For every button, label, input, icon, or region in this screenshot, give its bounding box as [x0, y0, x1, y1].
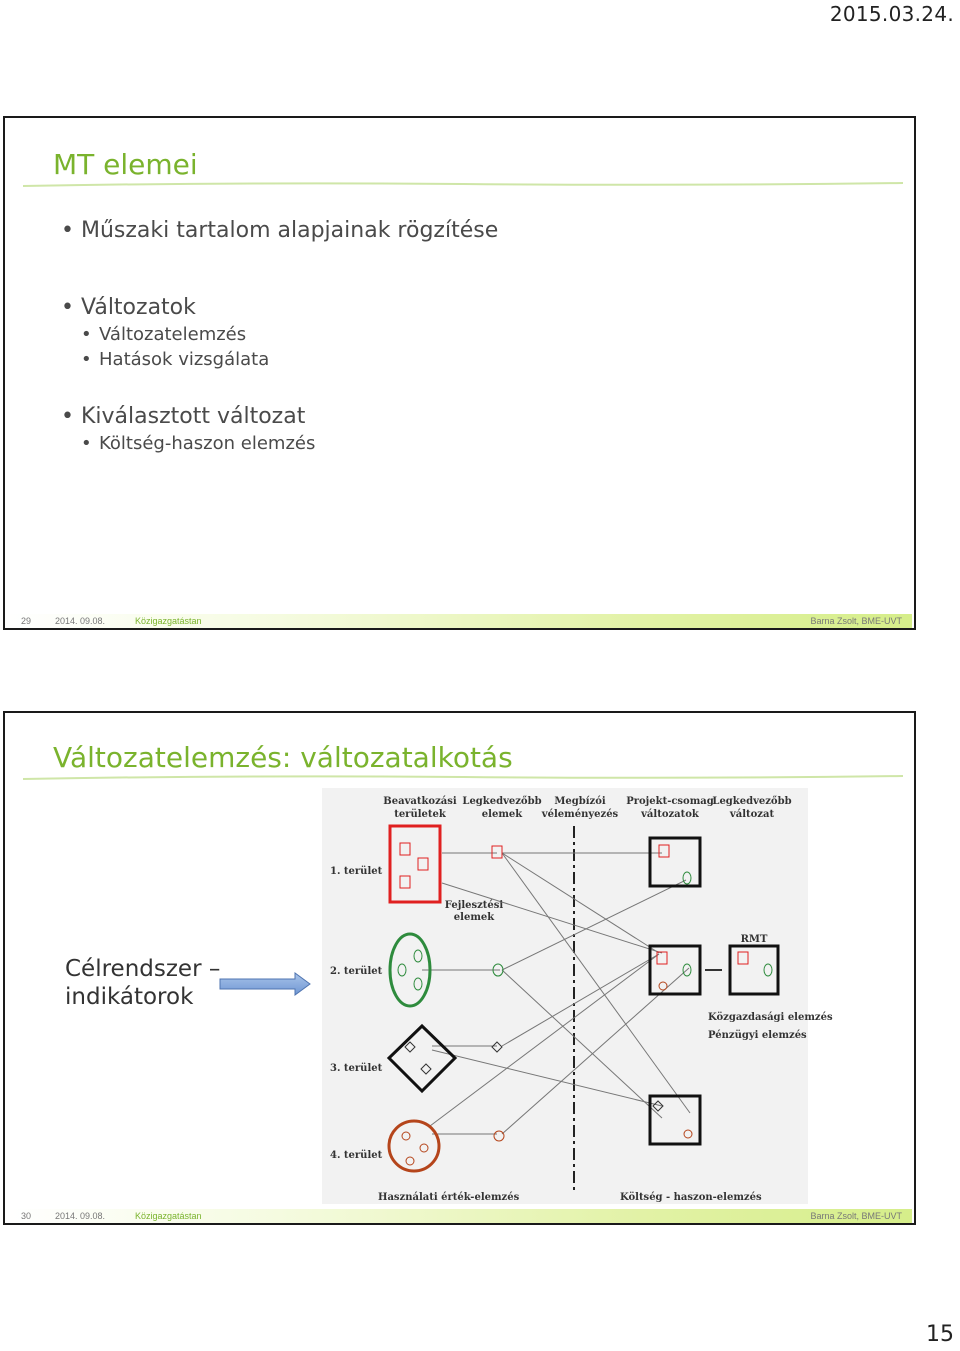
bullet-item: • Műszaki tartalom alapjainak rögzítése	[61, 218, 498, 243]
variant-diagram	[322, 788, 833, 1204]
element-circle	[402, 1132, 410, 1140]
element-circle	[683, 872, 691, 884]
sub-bullet-item: • Hatások vizsgálata	[81, 349, 498, 370]
slide-title: MT elemei	[53, 148, 198, 181]
header-label: változat	[729, 809, 775, 820]
slide-29	[3, 116, 916, 630]
header-label: elemek	[481, 809, 523, 820]
header-label: Projekt-csomag	[626, 796, 714, 807]
element-circle	[684, 1130, 692, 1138]
bullet-item: • Változatok	[61, 295, 498, 320]
header-label: változatok	[641, 809, 699, 820]
page-date: 2015.03.24.	[829, 2, 954, 26]
footer-date: 2014. 09.08.	[55, 1211, 106, 1221]
slide-footer	[7, 1209, 912, 1223]
element-circle	[406, 1157, 414, 1165]
package-box	[650, 838, 700, 886]
footer-author: Barna Zsolt, BME-UVT	[810, 1211, 902, 1221]
bullet-list	[61, 218, 498, 454]
analysis-label: Közgazdasági elemzés	[708, 1012, 833, 1023]
element-circle	[398, 964, 406, 976]
header-label: Legkedvezőbb	[462, 796, 542, 807]
element-square	[418, 858, 428, 870]
slide-footer	[7, 614, 912, 628]
area-label: 2. terület	[330, 966, 383, 977]
slide-number: 30	[21, 1211, 32, 1221]
element-circle	[420, 1144, 428, 1152]
rmt-box	[730, 946, 778, 994]
title-underline	[23, 773, 903, 783]
element-square	[738, 952, 748, 964]
area4-circle	[389, 1121, 439, 1171]
element-circle	[494, 1131, 504, 1141]
fejlesztesi-label: Fejlesztési	[444, 900, 504, 911]
fejlesztesi-label: elemek	[453, 912, 495, 923]
header-label: területek	[394, 809, 446, 820]
area-label: 1. terület	[330, 866, 383, 877]
sub-bullet-item: • Változatelemzés	[81, 324, 498, 345]
analysis-label: Pénzügyi elemzés	[708, 1030, 807, 1041]
element-circle	[414, 950, 422, 962]
side-caption	[65, 955, 220, 1011]
right-arrow-icon	[219, 972, 311, 996]
header-label: Legkedvezőbb	[712, 796, 792, 807]
area-label: 3. terület	[330, 1063, 383, 1074]
slide-number: 29	[21, 616, 32, 626]
element-square	[400, 843, 410, 855]
footer-course: Közigazgatástan	[135, 616, 202, 626]
element-diamond	[421, 1064, 431, 1074]
slide-title: Változatelemzés: változatalkotás	[53, 741, 513, 774]
slide-30	[3, 711, 916, 1225]
header-label: Beavatkozási	[383, 796, 457, 807]
footer-author: Barna Zsolt, BME-UVT	[810, 616, 902, 626]
footer-date: 2014. 09.08.	[55, 616, 106, 626]
rmt-label: RMT	[740, 934, 768, 945]
area3-diamond	[389, 1026, 455, 1091]
area1-box	[390, 826, 440, 902]
sub-bullet-item: • Költség-haszon elemzés	[81, 433, 498, 454]
diagram-svg	[322, 788, 833, 1204]
element-diamond	[405, 1042, 415, 1052]
element-square	[492, 846, 502, 858]
element-square	[659, 845, 669, 857]
header-label: véleményezés	[541, 809, 619, 820]
area-label: 4. terület	[330, 1150, 383, 1161]
element-square	[400, 876, 410, 888]
element-diamond	[492, 1042, 502, 1052]
header-label: Megbízói	[554, 796, 606, 807]
element-circle	[659, 982, 667, 990]
side-caption-line: indikátorok	[65, 984, 194, 1010]
bottom-label: Költség - haszon-elemzés	[620, 1192, 762, 1203]
element-circle	[414, 978, 422, 990]
footer-course: Közigazgatástan	[135, 1211, 202, 1221]
title-underline	[23, 180, 903, 190]
package-box	[650, 1096, 700, 1144]
bottom-label: Használati érték-elemzés	[378, 1192, 520, 1203]
side-caption-line: Célrendszer –	[65, 956, 221, 982]
page-number: 15	[926, 1322, 954, 1347]
element-circle	[764, 964, 772, 976]
bullet-item: • Kiválasztott változat	[61, 404, 498, 429]
